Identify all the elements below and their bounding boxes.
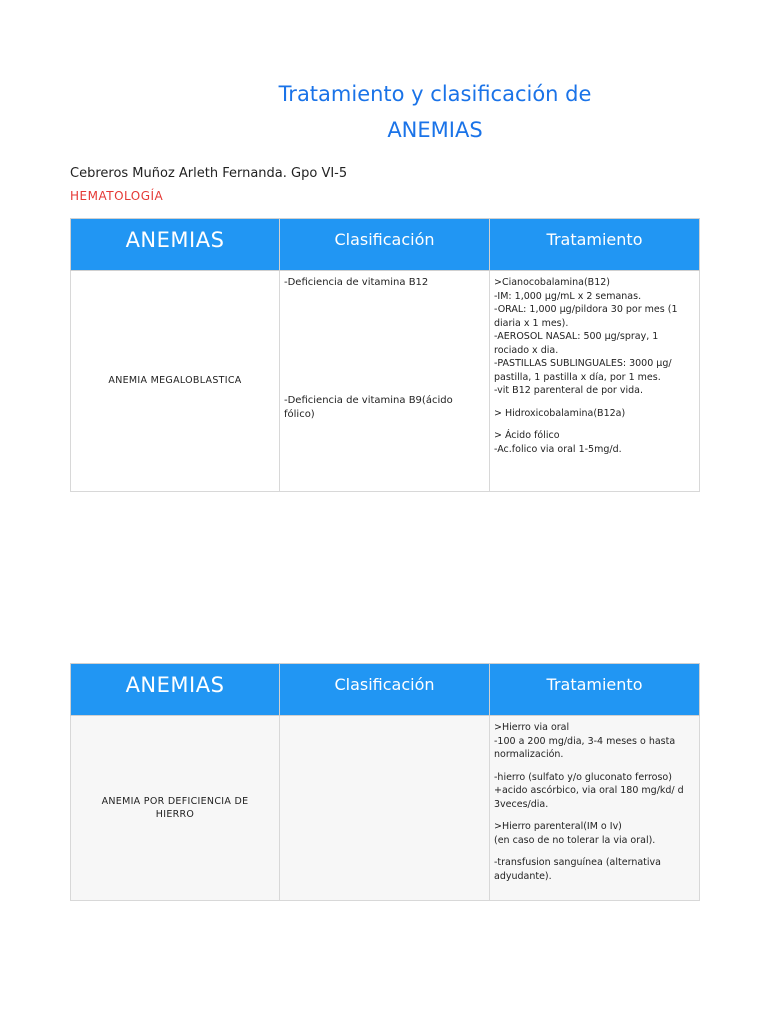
anemia-name: ANEMIA POR DEFICIENCIA DE HIERRO (71, 716, 280, 901)
tratamiento-item: -transfusion sanguínea (alternativa adyudante). (494, 857, 661, 882)
header-tratamiento: Tratamiento (490, 219, 700, 271)
author-line: Cebreros Muñoz Arleth Fernanda. Gpo VI-5 (70, 166, 348, 181)
clasificacion-item: -Deficiencia de vitamina B9(ácido fólico) (284, 395, 453, 420)
tratamiento-item: -hierro (sulfato y/o gluconato ferroso) +acido ascórbico, via oral 180 mg/kd/ d 3veces/dia. (494, 771, 684, 810)
title-line-1: Tratamiento y clasificación de (278, 82, 592, 106)
header-clasificacion: Clasificación (280, 664, 490, 716)
table-row (71, 716, 700, 901)
tratamiento-item: >Hierro via oral -100 a 200 mg/dia, 3-4 meses o hasta normalización. (494, 722, 676, 760)
tratamiento-item: >Cianocobalamina(B12) -IM: 1,000 µg/mL x 2 semanas. -ORAL: 1,000 µg/pildora 30 por mes (1 diaria x 1 mes). -AEROSOL NASAL: 500 µg/spray, 1 rociado x dia. -PASTILLAS SUBLINGUALES: 3000 µg/ pastilla, 1 pastilla x día, por 1 mes. -vit B12 parenteral de por vida. (494, 277, 678, 396)
tratamiento-item: > Hidroxicobalamina(B12a) (494, 407, 626, 419)
subject-label: HEMATOLOGÍA (70, 189, 164, 203)
anemia-table-megaloblastica (70, 218, 700, 492)
tratamiento-item: >Hierro parenteral(IM o Iv) (en caso de no tolerar la via oral). (494, 821, 656, 846)
table-row (71, 271, 700, 492)
header-clasificacion: Clasificación (280, 219, 490, 271)
table-header-row (71, 664, 700, 716)
anemia-table-hierro (70, 663, 700, 901)
header-tratamiento: Tratamiento (490, 664, 700, 716)
clasificacion-cell (280, 716, 490, 901)
header-anemias: ANEMIAS (71, 664, 280, 716)
anemia-name: ANEMIA MEGALOBLASTICA (71, 271, 280, 492)
title-line-2: ANEMIAS (387, 118, 483, 142)
clasificacion-item: -Deficiencia de vitamina B12 (284, 277, 429, 288)
document-title (0, 76, 768, 148)
header-anemias: ANEMIAS (71, 219, 280, 271)
table-header-row (71, 219, 700, 271)
tratamiento-item: > Ácido fólico -Ac.folico via oral 1-5mg/d. (494, 430, 622, 455)
tratamiento-cell (490, 716, 700, 901)
clasificacion-cell (280, 271, 490, 492)
tratamiento-cell (490, 271, 700, 492)
